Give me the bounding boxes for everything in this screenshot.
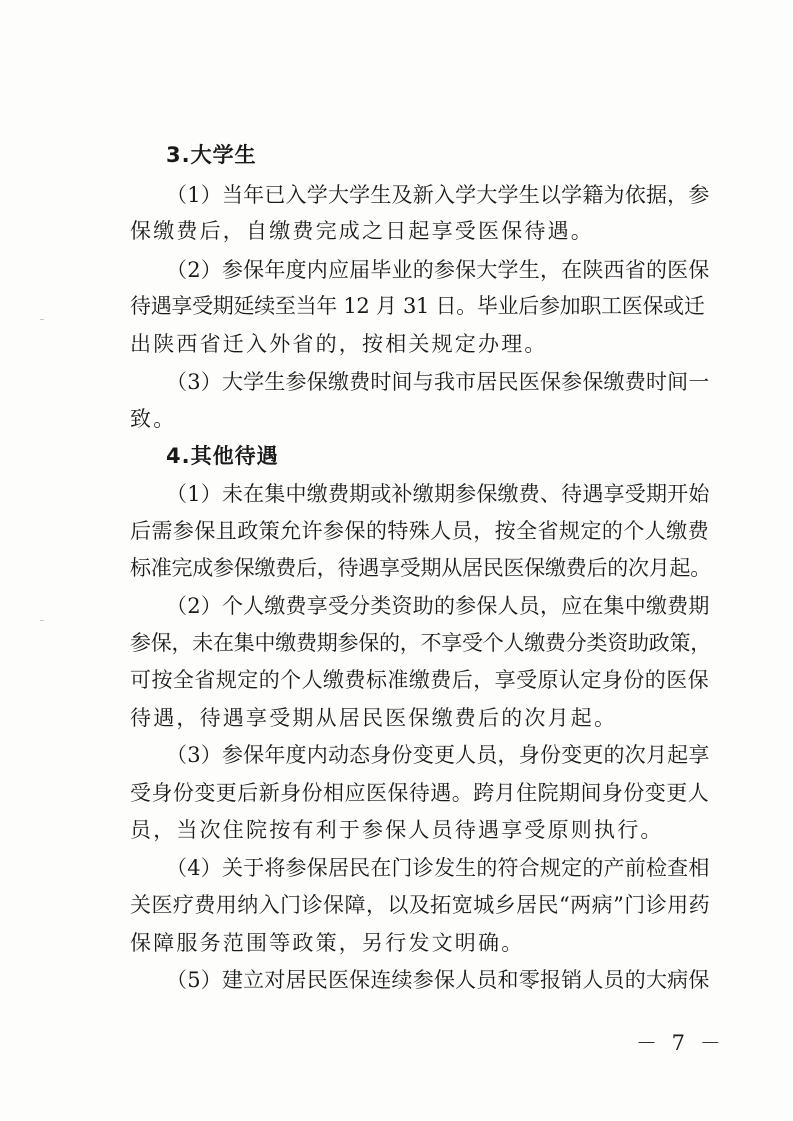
paragraph-line: 后需参保且政策允许参保的特殊人员，按全省规定的个人缴费 <box>130 519 710 543</box>
paragraph-line: 参保，未在集中缴费期参保的，不享受个人缴费分类资助政策， <box>130 631 711 655</box>
scan-speck <box>40 319 44 320</box>
paragraph-line: （3）参保年度内动态身份变更人员，身份变更的次月起享 <box>166 743 710 767</box>
paragraph-line: （2）个人缴费享受分类资助的参保人员，应在集中缴费期 <box>166 594 710 618</box>
paragraph-line: 保障服务范围等政策，另行发文明确。 <box>130 931 525 955</box>
paragraph-line: 受身份变更后新身份相应医保待遇。跨月住院期间身份变更人 <box>130 781 710 805</box>
paragraph-line: （4）关于将参保居民在门诊发生的符合规定的产前检查相 <box>166 856 710 880</box>
paragraph-line: 标准完成参保缴费后，待遇享受期从居民医保缴费后的次月起。 <box>130 556 711 580</box>
scan-speck <box>40 620 44 621</box>
section-heading-other-benefits: 4.其他待遇 <box>166 444 279 468</box>
page-number: － 7 － <box>636 1031 725 1055</box>
paragraph-line: 待遇，待遇享受期从居民医保缴费后的次月起。 <box>130 706 618 730</box>
paragraph-line: 员，当次住院按有利于参保人员待遇享受原则执行。 <box>130 818 664 842</box>
paragraph-line: 可按全省规定的个人缴费标准缴费后，享受原认定身份的医保 <box>130 668 710 692</box>
paragraph-line: （2）参保年度内应届毕业的参保大学生，在陕西省的医保 <box>166 258 710 282</box>
paragraph-line: （5）建立对居民医保连续参保人员和零报销人员的大病保 <box>166 968 710 992</box>
paragraph-line: 待遇享受期延续至当年 12 月 31 日。毕业后参加职工医保或迁 <box>130 294 705 318</box>
paragraph-line: 出陕西省迁入外省的，按相关规定办理。 <box>130 332 548 356</box>
paragraph-line: 关医疗费用纳入门诊保障，以及拓宽城乡居民“两病”门诊用药 <box>130 893 711 917</box>
paragraph-line: （3）大学生参保缴费时间与我市居民医保参保缴费时间一 <box>166 370 710 394</box>
paragraph-line: 保缴费后，自缴费完成之日起享受医保待遇。 <box>130 219 594 243</box>
paragraph-line: （1）未在集中缴费期或补缴期参保缴费、待遇享受期开始 <box>166 482 710 506</box>
paragraph-line: （1）当年已入学大学生及新入学大学生以学籍为依据，参 <box>166 183 710 207</box>
paragraph-line: 致。 <box>130 407 177 431</box>
section-heading-university-students: 3.大学生 <box>166 143 257 167</box>
